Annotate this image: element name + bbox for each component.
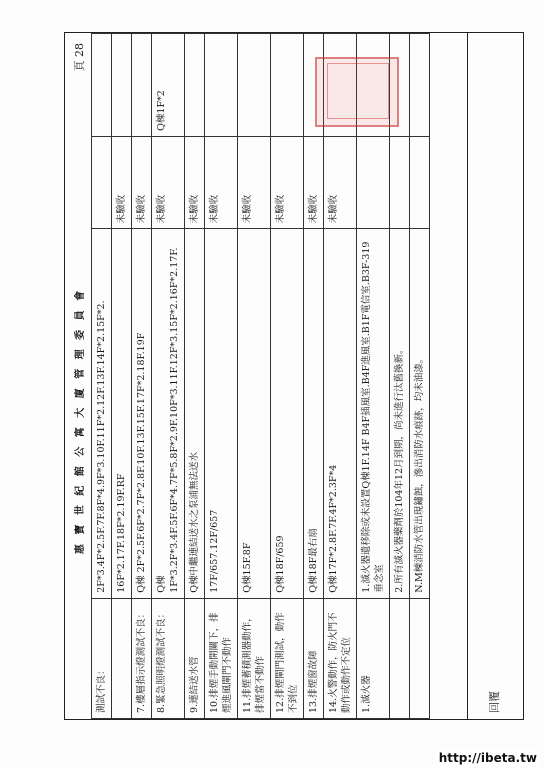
reply-label: 回覆: [488, 691, 501, 713]
status-cell: 未驗收: [112, 136, 132, 228]
description-cell: Q棟 1F*3.2F*3.4F.5F.6F*4.7F*5.8F*2.9F.10F*3.11F.12F*3.15F*2.16F*2.17F.: [152, 229, 185, 598]
watermark: http://ibeta.tw: [436, 750, 540, 766]
rotated-document: [64, 32, 524, 720]
header-bar: [65, 33, 92, 719]
description-cell: 1.滅火器遺移除或未設置Q棟1F.14F B4F插風室.B4F進風室.B1F電信室.B3F-319垂念室: [357, 229, 390, 598]
item-cell: 8.緊急照明燈測試不良：: [152, 598, 185, 718]
table-row: [357, 34, 390, 719]
item-cell: 7.樓層指示燈測試不良：: [132, 598, 152, 718]
status-cell: 未驗收: [271, 136, 304, 228]
description-cell: 17F/657.12F/657: [205, 229, 238, 598]
table-row: [152, 34, 185, 719]
note-cell: [410, 34, 430, 137]
description-cell: Q棟18F最右扇: [304, 229, 324, 598]
description-cell: Q棟18F/659: [271, 229, 304, 598]
note-cell: Q棟1F*2: [152, 34, 185, 137]
status-cell: [357, 136, 390, 228]
item-cell: [410, 598, 430, 718]
stamp-inner-border: [327, 63, 389, 119]
note-cell: [185, 34, 205, 137]
status-cell: 未驗收: [304, 136, 324, 228]
description-cell: 2F*3.4F*2.5F.7F.8F*4.9F*3.10F.11F*2.12F.13F.14F*2.15F*2.: [92, 229, 112, 598]
note-cell: [271, 34, 304, 137]
status-cell: [410, 136, 430, 228]
status-cell: 未驗收: [152, 136, 185, 228]
inspection-table: [91, 33, 430, 719]
item-cell: 10.排煙手動開關下，排煙進風閘門不動作: [205, 598, 238, 718]
table-row: [304, 34, 324, 719]
item-cell: 測試不良：: [92, 598, 112, 718]
status-cell: 未驗收: [205, 136, 238, 228]
item-cell: 13.排煙窗故障: [304, 598, 324, 718]
table-row: [390, 34, 410, 719]
table-row: [132, 34, 152, 719]
note-cell: [92, 34, 112, 137]
reply-section: [467, 33, 524, 719]
item-cell: 12.排煙閘門測試，動作不到位: [271, 598, 304, 718]
red-seal-stamp: [315, 57, 399, 127]
description-cell: Q棟 2F*2.5F.6F*2.7F*2.8F.10F.13F.15F.17F*2.18F.19F: [132, 229, 152, 598]
table-row: [92, 34, 112, 719]
table-row: [410, 34, 430, 719]
table-row: [324, 34, 357, 719]
status-cell: [92, 136, 112, 228]
page-number: 頁 28: [73, 43, 86, 72]
description-cell: N.M棟消防水管出現鏽蝕，滲出消防水痕跡，均未油漆。: [410, 229, 430, 598]
status-cell: 未驗收: [132, 136, 152, 228]
table-row: [205, 34, 238, 719]
item-cell: 11.排煙蓄積測器動作，排煙當不動作: [238, 598, 271, 718]
note-cell: [132, 34, 152, 137]
table-row: [238, 34, 271, 719]
table-row: [185, 34, 205, 719]
table-frame: [64, 32, 524, 720]
note-cell: [112, 34, 132, 137]
status-cell: 未驗收: [324, 136, 357, 228]
description-cell: 16F*2.17F.18F*2.19F.RF: [112, 229, 132, 598]
description-cell: Q棟15F.8F: [238, 229, 271, 598]
organization-title: 惠 寶 世 紀 館 公 寓 大 廈 管 理 委 員 會: [75, 287, 86, 555]
item-cell: [390, 598, 410, 718]
status-cell: 未驗收: [238, 136, 271, 228]
item-cell: [112, 598, 132, 718]
note-cell: [238, 34, 271, 137]
table-row: [271, 34, 304, 719]
note-cell: [205, 34, 238, 137]
item-cell: 14.火警動作，防火門不動作或動作不定位: [324, 598, 357, 718]
table-row: [112, 34, 132, 719]
description-cell: Q棟17F*2.8F.7F.4F*2.3F*4: [324, 229, 357, 598]
item-cell: 1.滅火器: [357, 598, 390, 718]
description-cell: 2.所有滅火器藥劑於104年12月到期，尚未進行汰舊換新。: [390, 229, 410, 598]
status-cell: [390, 136, 410, 228]
status-cell: 未驗收: [185, 136, 205, 228]
description-cell: Q棟中繼連結送水之泵浦無法送水: [185, 229, 205, 598]
item-cell: 9.連結送水管: [185, 598, 205, 718]
